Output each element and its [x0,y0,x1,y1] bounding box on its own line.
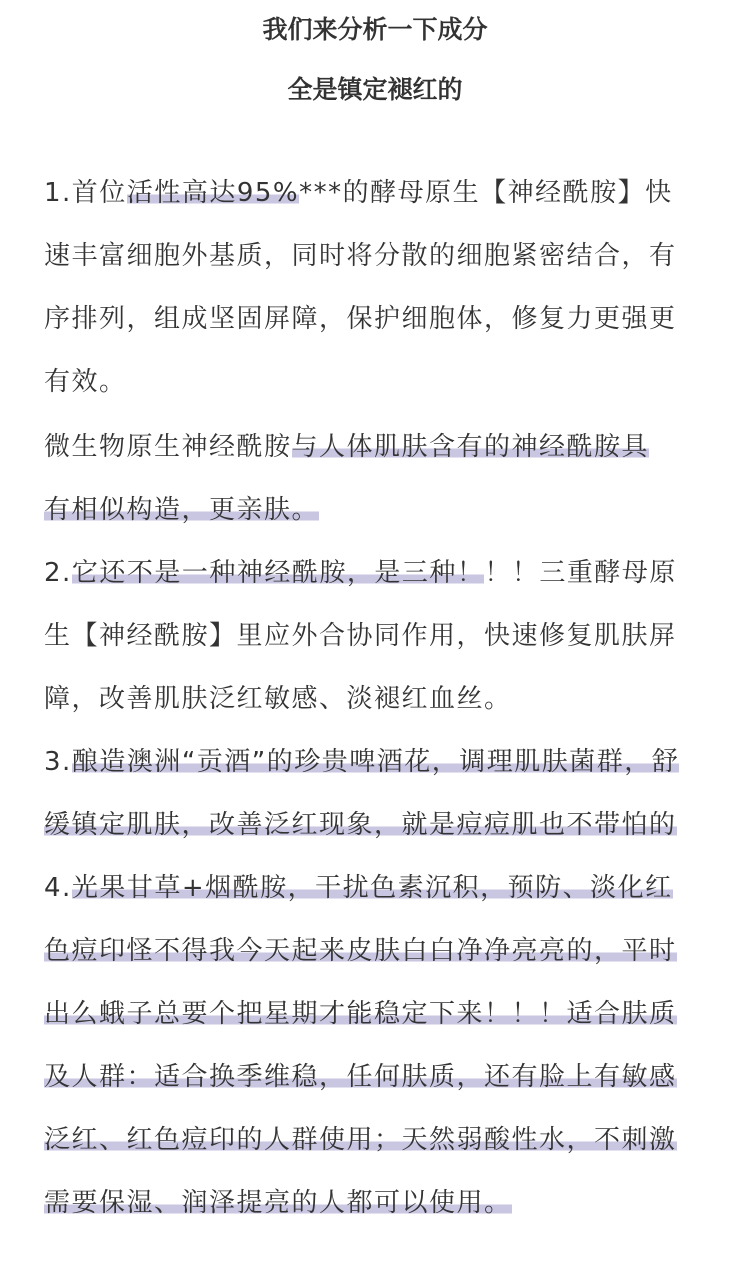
text-line [44,173,673,213]
highlighted-text: 光果甘草+烟酰胺，干扰色素沉积，预防、淡化红 [71,873,673,903]
highlighted-text: 及人群：适合换季维稳，任何肤质，还有脸上有敏感 [44,1062,677,1092]
text-line [44,616,677,656]
text-line [44,742,679,782]
line-text: ***的酵母原生【神经酰胺】快 [299,178,673,208]
text-line [44,553,677,593]
highlighted-text: 需要保湿、润泽提亮的人都可以使用。 [44,1188,512,1218]
line-text: 有效。 [44,367,127,397]
line-text: 生【神经酰胺】里应外合协同作用，快速修复肌肤屏 [44,621,677,651]
line-text: 速丰富细胞外基质，同时将分散的细胞紧密结合，有 [44,241,677,271]
text-line [44,805,677,845]
highlighted-text: 泛红、红色痘印的人群使用；天然弱酸性水，不刺激 [44,1125,677,1155]
line-text: 微生物原生神经酰胺 [44,432,292,462]
line-text: ！！三重酵母原 [484,558,677,588]
highlighted-text: 酿造澳洲“贡酒”的珍贵啤酒花，调理肌肤菌群，舒 [71,747,680,777]
highlighted-text: 它还不是一种神经酰胺，是三种！ [71,558,485,588]
title-line-1: 我们来分析一下成分 [262,15,488,44]
text-line [44,490,319,530]
highlighted-text: 活性高达95% [126,178,300,208]
text-line [44,1057,677,1097]
line-text: 序排列，组成坚固屏障，保护细胞体，修复力更强更 [44,304,677,334]
text-line [44,994,677,1034]
text-line [44,868,673,908]
line-text: 障，改善肌肤泛红敏感、淡褪红血丝。 [44,684,512,714]
text-line [44,931,677,971]
highlighted-text: 与人体肌肤含有的神经酰胺具 [291,432,650,462]
text-line [44,299,677,339]
highlighted-text: 色痘印怪不得我今天起来皮肤白白净净亮亮的，平时 [44,936,677,966]
highlighted-text: 有相似构造，更亲肤。 [44,495,320,525]
line-text: 2. [44,558,72,588]
title-line-2: 全是镇定褪红的 [287,75,463,104]
text-line [44,1183,512,1223]
line-text: 3. [44,747,72,777]
text-line [44,236,677,276]
line-text: 1.首位 [44,178,127,208]
line-text: 4. [44,873,72,903]
highlighted-text: 缓镇定肌肤，改善泛红现象，就是痘痘肌也不带怕的 [44,810,677,840]
text-line [44,1120,677,1160]
text-line [44,679,512,719]
text-line [44,427,649,467]
text-line [44,362,127,402]
highlighted-text: 出么蛾子总要个把星期才能稳定下来！！！适合肤质 [44,999,677,1029]
